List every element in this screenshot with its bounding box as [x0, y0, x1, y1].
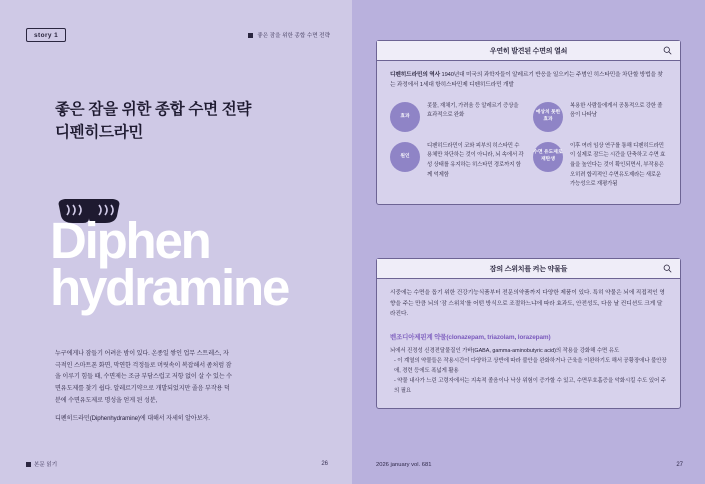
item-text: 디펜히드라민이 코와 피부의 히스타민 수용체만 차단하는 것이 아니라, 뇌 속에서 각성 상태를 유지하는 히스타민 경로까지 함께 억제함 — [427, 142, 524, 178]
hero-wordmark-line-2: hydramine — [50, 258, 289, 316]
left-footer-label-text: 본문 읽기 — [34, 462, 58, 468]
page-title — [55, 98, 251, 145]
item-pill-label: 수면 유도제로 재탄생 — [533, 142, 563, 172]
list-item — [533, 102, 667, 132]
left-page — [0, 0, 352, 484]
item-pill-label: 예상치 못한 효과 — [533, 102, 563, 132]
card-drugs-title: 잠의 스위치를 켜는 약물들 — [489, 265, 568, 273]
list-item — [533, 142, 667, 190]
card-history-title: 우연히 발견된 수면의 열쇠 — [489, 47, 568, 55]
left-page-number: 26 — [321, 461, 328, 467]
card-drugs-header — [377, 259, 680, 279]
square-bullet-icon — [248, 33, 253, 38]
right-page — [352, 0, 705, 484]
left-page-header — [26, 28, 330, 42]
drug-detail-line: - 약물 내사가 느린 고령자에서는 지속적 졸음이나 낙상 위험이 증가할 수 있고, 수면무호흡증을 악화시킬 수도 있어 주의 필요 — [394, 377, 667, 394]
card-drugs-body — [377, 279, 680, 396]
card-history-body — [377, 61, 680, 190]
card-history-item-row — [390, 102, 667, 132]
drug-detail-line: - 이 계열의 약물들은 작용시간이 다양하고 상반에 따라 불안을 완화하거나 근육을 이완하기도 해서 공황장애나 불안장애, 경련 등에도 폭넓게 활용 — [394, 357, 667, 374]
card-history-header — [377, 41, 680, 61]
right-page-number: 27 — [676, 462, 683, 468]
item-pill-label: 효과 — [390, 102, 420, 132]
card-drugs-lede: 시중에는 수면을 돕기 위한 건강기능식품부터 전문의약품까지 다양한 제품이 있다. 특히 약물은 뇌에 직접적인 영향을 주는 만큼 뇌의 '잠 스위치'를 어떤 방식으로 조절하느냐에 따라 효과도, 안전성도, 다음 날 컨디션도 크게 달라진다. — [390, 290, 665, 318]
card-history — [376, 40, 681, 205]
hero-wordmark — [50, 212, 289, 316]
left-body-text — [55, 348, 233, 425]
left-body-paragraph: 누구에게나 잠들기 어려운 밤이 있다. 온종일 쌓인 업무 스트레스, 자극적인 스마트폰 화면, 막연한 걱정들로 머릿속이 복잡해서 좀처럼 잠을 이루기 힘들 때, 수면제는 조금 부담스럽고 저항 없이 살 수 있는 수면유도제를 찾기 쉽다. 알레르기약으로 개발되었지만 졸음 부작용 덕분에 수면유도제로 명성을 얻게 된 성분, — [55, 350, 232, 404]
drug-class-heading: 벤조디아제핀계 약물(clonazepam, triazolam, lorazepam) — [390, 333, 551, 341]
left-footer-label — [26, 460, 57, 468]
drug-detail-line: 뇌에서 진정성 신경전달물질인 가바(GABA, gamma-aminobutyric acid)의 작용을 강화해 수면 유도 — [390, 347, 620, 354]
story-tag: story 1 — [26, 28, 66, 42]
card-history-lede-bold: 디펜히드라민의 역사 — [390, 72, 441, 78]
issue-label: 2026 january vol. 681 — [376, 462, 432, 468]
card-history-items — [390, 102, 667, 190]
right-page-footer — [376, 462, 683, 468]
left-page-footer — [26, 460, 328, 468]
item-text: 이후 여러 임상 연구를 통해 디펜히드라민이 실제로 잠드는 시간을 단축하고 수면 효율을 높인다는 것이 확인되면서, 부작용은 오히려 합리적인 수면유도제라는 새로운 가능성으로 재평가됨 — [570, 142, 666, 188]
page-title-line-1: 좋은 잠을 위한 종합 수면 전략 — [55, 101, 252, 118]
item-text: 복용한 사람들에게서 공통적으로 강한 졸음이 나타남 — [570, 102, 663, 119]
list-item — [390, 142, 524, 190]
search-icon[interactable] — [663, 260, 672, 278]
square-bullet-icon — [26, 462, 31, 467]
card-history-lede-rest: 1940년대 미국의 과학자들이 알레르기 반응을 일으키는 주범인 히스타민을 차단할 방법을 찾는 과정에서 1세대 항히스타민제 디펜히드라민 개발 — [390, 72, 663, 89]
item-text: 콧물, 재채기, 가려움 등 알레르기 증상을 효과적으로 완화 — [427, 102, 519, 119]
left-header-running-title — [248, 31, 330, 39]
drug-class-details — [390, 346, 667, 396]
list-item — [390, 102, 524, 132]
card-history-lede — [390, 70, 667, 91]
item-pill-label: 원인 — [390, 142, 420, 172]
hero-wordmark-line-1: Diphen — [50, 212, 210, 269]
left-body-paragraph: 디펜히드라민(Diphenhydramine)에 대해서 자세히 알아보자. — [55, 415, 210, 423]
card-drugs — [376, 258, 681, 409]
search-icon[interactable] — [663, 42, 672, 60]
card-history-item-row — [390, 142, 667, 190]
page-title-line-2: 디펜히드라민 — [55, 124, 144, 142]
left-header-running-title-text: 좋은 잠을 위한 종합 수면 전략 — [257, 33, 330, 39]
